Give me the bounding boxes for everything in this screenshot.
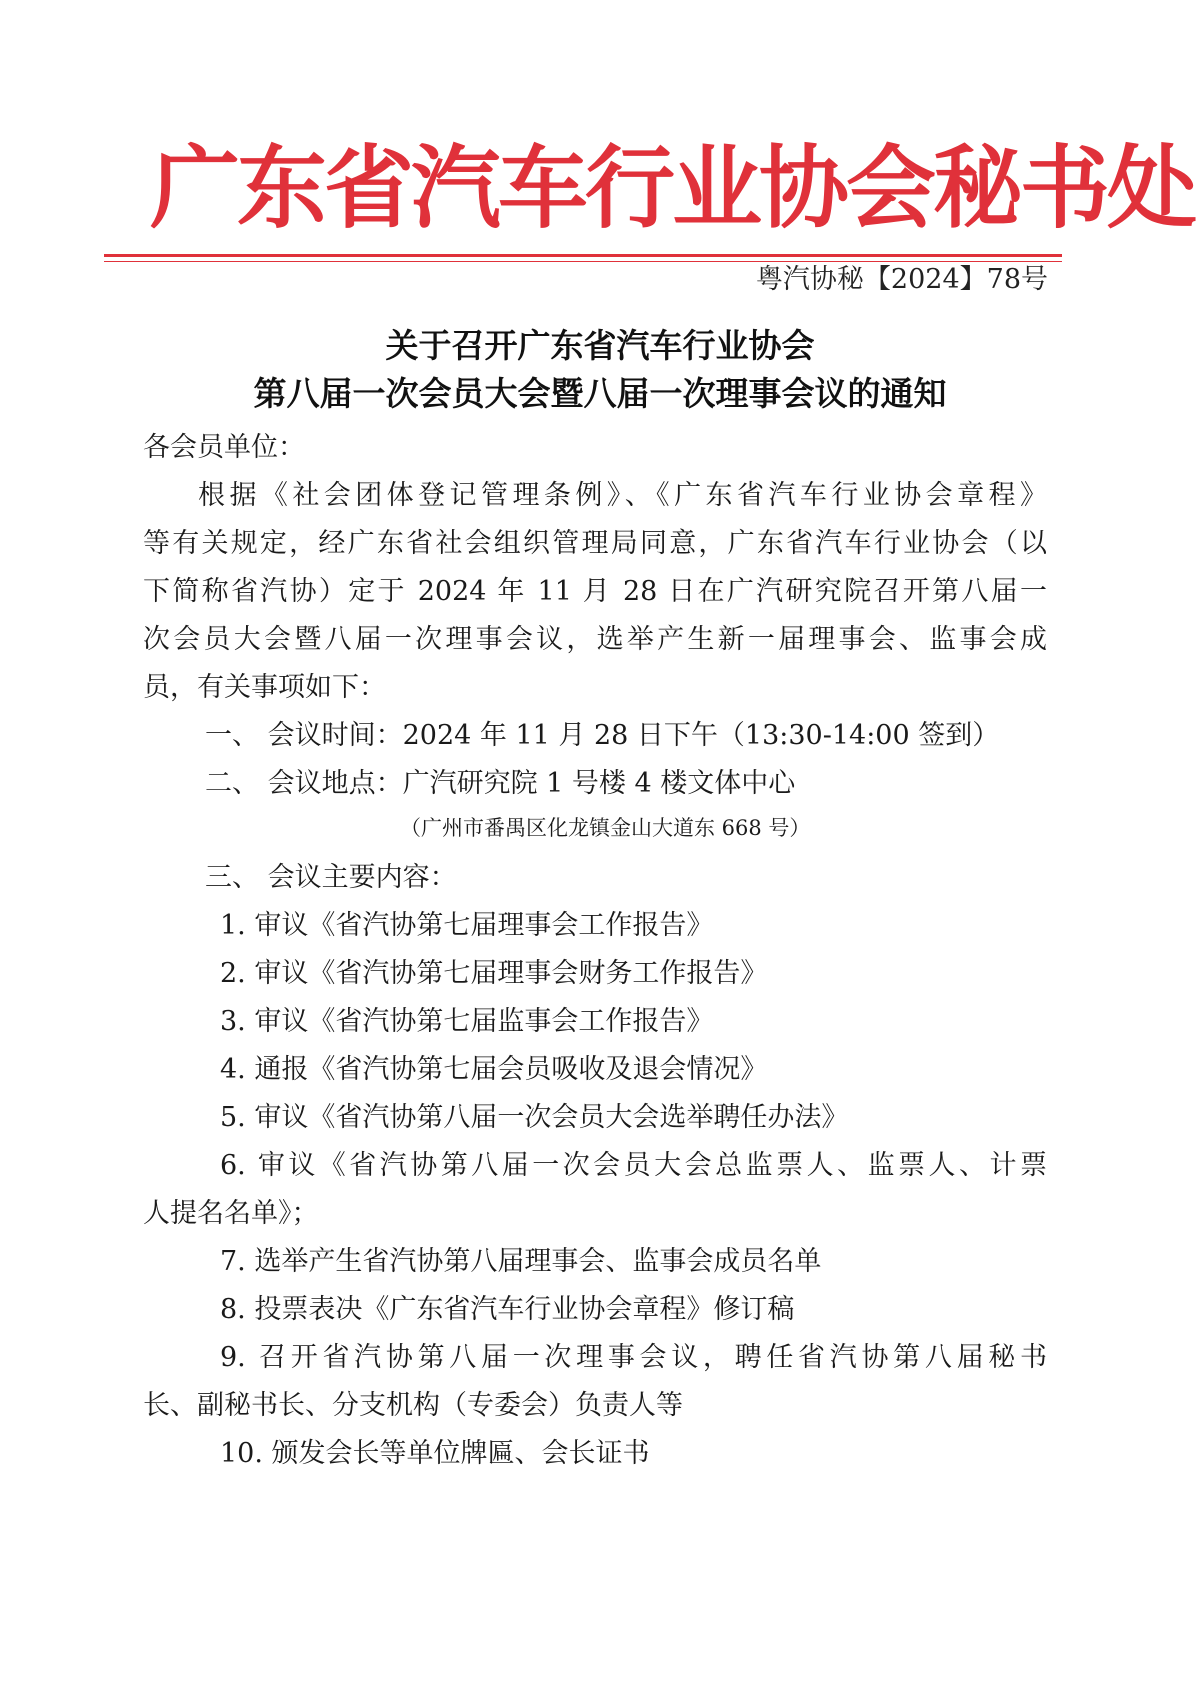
agenda-item-2: 2. 审议《省汽协第七届理事会财务工作报告》: [220, 958, 768, 989]
organization-header: 广东省汽车行业协会秘书处: [150, 135, 1194, 241]
agenda-item-10: 10. 颁发会长等单位牌匾、会长证书: [220, 1438, 650, 1469]
agenda-item-8: 8. 投票表决《广东省汽车行业协会章程》修订稿: [220, 1294, 795, 1325]
agenda-item-6-line-1: 6. 审议《省汽协第八届一次会员大会总监票人、监票人、计票: [220, 1150, 1047, 1181]
agenda-item-9-line-1: 9. 召开省汽协第八届一次理事会议，聘任省汽协第八届秘书: [220, 1342, 1047, 1373]
agenda-item-4: 4. 通报《省汽协第七届会员吸收及退会情况》: [220, 1054, 768, 1085]
intro-line-4: 次会员大会暨八届一次理事会议，选举产生新一届理事会、监事会成: [143, 624, 1047, 655]
agenda-item-1: 1. 审议《省汽协第七届理事会工作报告》: [220, 910, 714, 941]
agenda-item-9-line-2: 长、副秘书长、分支机构（专委会）负责人等: [143, 1390, 683, 1421]
document-number: 粤汽协秘【2024】78号: [755, 264, 1048, 295]
intro-line-3: 下简称省汽协）定于 2024 年 11 月 28 日在广汽研究院召开第八届一: [143, 576, 1047, 607]
section-place: 二、 会议地点：广汽研究院 1 号楼 4 楼文体中心: [205, 768, 796, 799]
section-address: （广州市番禺区化龙镇金山大道东 668 号）: [400, 816, 811, 840]
intro-line-1: 根据《社会团体登记管理条例》、《广东省汽车行业协会章程》: [198, 480, 1047, 511]
intro-line-2: 等有关规定，经广东省社会组织管理局同意，广东省汽车行业协会（以: [143, 528, 1047, 559]
agenda-item-3: 3. 审议《省汽协第七届监事会工作报告》: [220, 1006, 714, 1037]
header-rule-thick: [104, 254, 1062, 257]
intro-line-5: 员，有关事项如下：: [143, 672, 386, 703]
section-content-heading: 三、 会议主要内容：: [205, 862, 457, 893]
agenda-item-7: 7. 选举产生省汽协第八届理事会、监事会成员名单: [220, 1246, 822, 1277]
salutation: 各会员单位：: [143, 432, 305, 463]
title-line-1: 关于召开广东省汽车行业协会: [385, 326, 815, 365]
title-line-2: 第八届一次会员大会暨八届一次理事会议的通知: [253, 374, 947, 413]
section-time: 一、 会议时间：2024 年 11 月 28 日下午（13:30-14:00 签到）: [205, 720, 1000, 751]
agenda-item-5: 5. 审议《省汽协第八届一次会员大会选举聘任办法》: [220, 1102, 849, 1133]
agenda-item-6-line-2: 人提名名单》；: [143, 1198, 319, 1229]
